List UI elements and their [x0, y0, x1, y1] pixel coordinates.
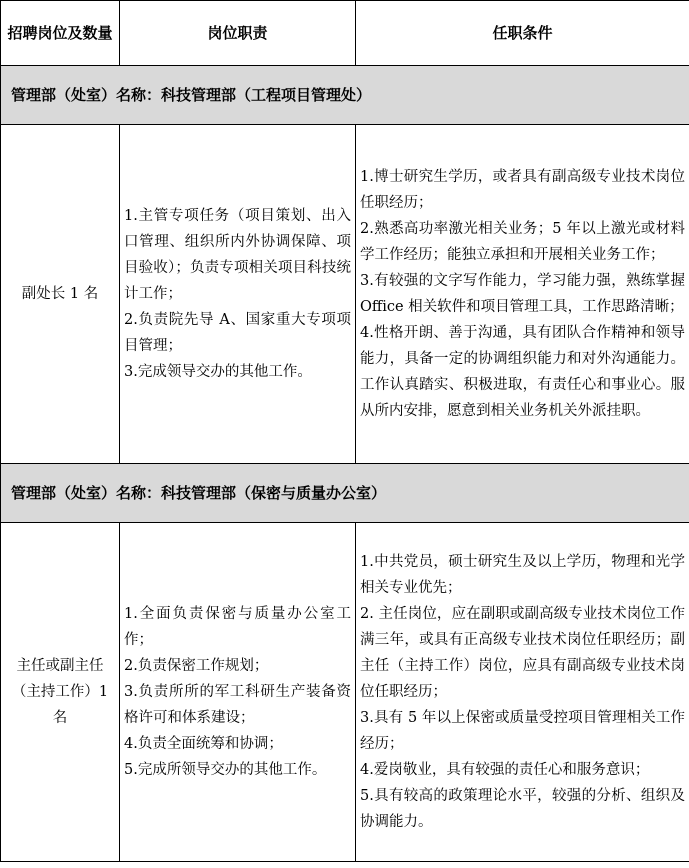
header-position	[1, 1, 120, 66]
header-requirements-text: 任职条件	[492, 24, 553, 42]
requirements-cell	[356, 523, 689, 862]
requirement-item: 5.具有较高的政策理论水平，较强的分析、组织及协调能力。	[360, 788, 685, 830]
duty-item: 2.负责保密工作规划；	[124, 658, 269, 674]
header-requirements	[356, 1, 689, 66]
duty-item: 1.主管专项任务（项目策划、出入口管理、组织所内外协调保障、项目验收）；负责专项相关项目科技统计工作；	[124, 208, 351, 302]
table-row	[1, 125, 689, 464]
requirement-item: 1.中共党员，硕士研究生及以上学历，物理和光学相关专业优先；	[360, 554, 685, 596]
duty-item: 4.负责全面统筹和协调；	[124, 736, 283, 752]
section-title-row	[1, 464, 689, 523]
duties-cell	[120, 523, 356, 862]
requirement-item: 3.有较强的文字写作能力，学习能力强，熟练掌握 Office 相关软件和项目管理工具，工作思路清晰；	[360, 273, 685, 315]
requirement-item: 4.性格开朗、善于沟通，具有团队合作精神和领导能力，具备一定的协调组织能力和对外沟通能力。工作认真踏实、积极进取，有责任心和事业心。服从所内安排，愿意到相关业务机关外派挂职。	[360, 325, 685, 419]
requirement-item: 2.熟悉高功率激光相关业务；5 年以上激光或材料学工作经历；能独立承担和开展相关业务工作；	[360, 221, 685, 263]
table-row	[1, 523, 689, 862]
header-row	[1, 1, 689, 66]
section-title-row	[1, 66, 689, 125]
requirement-item: 4.爱岗敬业，具有较强的责任心和服务意识；	[360, 762, 650, 778]
duty-item: 3.完成领导交办的其他工作。	[124, 364, 312, 380]
duties-cell	[120, 125, 356, 464]
duty-item: 5.完成所领导交办的其他工作。	[124, 762, 327, 778]
requirements-cell	[356, 125, 689, 464]
requirement-item: 3.具有 5 年以上保密或质量受控项目管理相关工作经历；	[360, 710, 685, 752]
duty-item: 1.全面负责保密与质量办公室工作；	[124, 606, 351, 648]
header-duties-text: 岗位职责	[207, 24, 268, 42]
requirement-item: 1.博士研究生学历，或者具有副高级专业技术岗位任职经历；	[360, 169, 685, 211]
requirement-item: 2. 主任岗位，应在副职或副高级专业技术岗位工作满三年，或具有正高级专业技术岗位任职经历；副主任（主持工作）岗位，应具有副高级专业技术岗位任职经历；	[360, 606, 685, 700]
header-position-text: 招聘岗位及数量	[7, 24, 113, 42]
duty-item: 2.负责院先导 A、国家重大专项项目管理；	[124, 312, 351, 354]
position-cell: 主任或副主任（主持工作）1 名	[1, 523, 120, 862]
section-title: 管理部（处室）名称：科技管理部（保密与质量办公室）	[1, 464, 689, 523]
position-cell: 副处长 1 名	[1, 125, 120, 464]
duty-item: 3.负责所所的军工科研生产装备资格许可和体系建设；	[124, 684, 351, 726]
header-duties	[120, 1, 356, 66]
section-title: 管理部（处室）名称：科技管理部（工程项目管理处）	[1, 66, 689, 125]
